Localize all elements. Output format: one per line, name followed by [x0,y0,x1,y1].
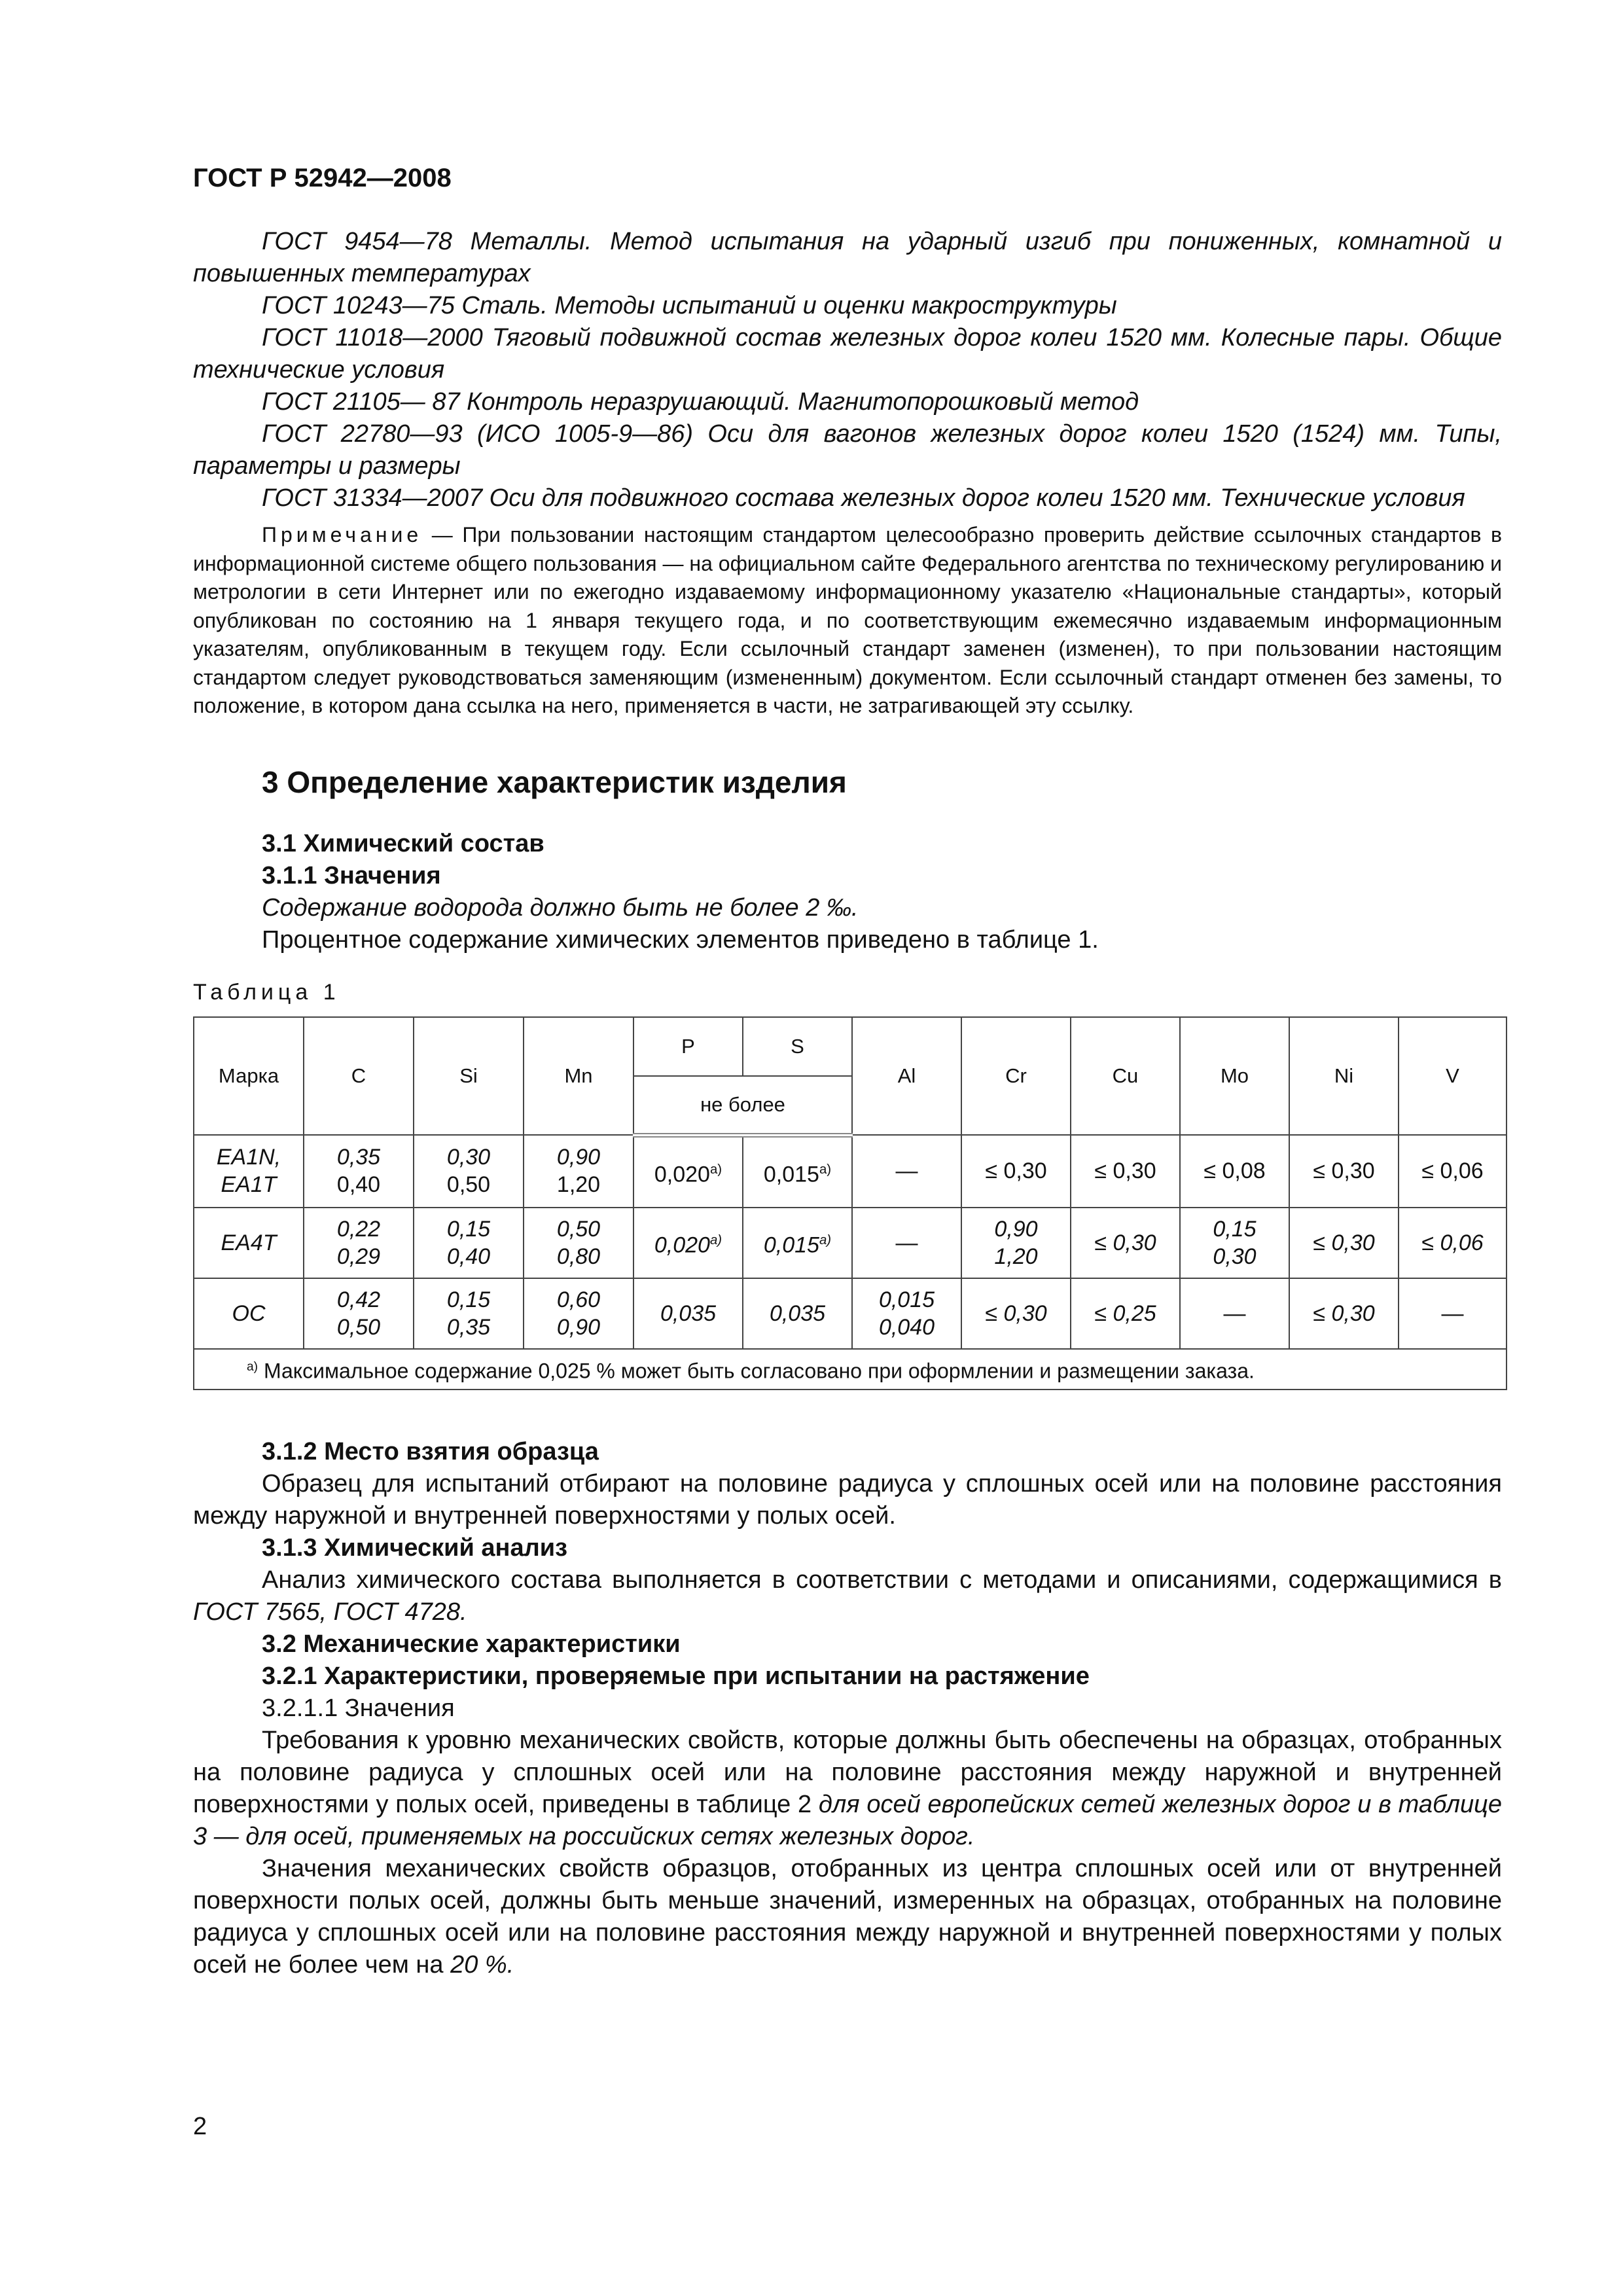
header-mo: Mo [1180,1017,1289,1136]
cell-cu: ≤ 0,25 [1071,1278,1180,1349]
note-label: Примечание [262,523,423,547]
document-body [193,226,1502,1981]
header-cr: Cr [961,1017,1071,1136]
section-3-1-3-title: 3.1.3 Химический анализ [262,1534,567,1562]
cell-mo: — [1180,1278,1289,1349]
cell-mn: 0,60 0,90 [524,1278,633,1349]
cell-v: ≤ 0,06 [1399,1135,1507,1208]
cell-si: 0,30 0,50 [414,1135,524,1208]
section-3-title: 3 Определение характеристик изделия [262,764,847,799]
cell-grade: EA1N, EA1T [194,1135,304,1208]
header-c: C [304,1017,414,1136]
cell-al: — [852,1135,961,1208]
chemical-composition-table [193,1016,1507,1390]
table-footnote: $^{а)}$ Максимальное содержание 0,025 % может быть согласовано при оформлении и размещении заказа. [194,1349,1507,1390]
cell-mo: 0,15 0,30 [1180,1208,1289,1278]
cell-grade: EA4T [194,1208,304,1278]
cell-cr: ≤ 0,30 [961,1278,1071,1349]
cell-ni: ≤ 0,30 [1289,1278,1399,1349]
sampling-location-text: Образец для испытаний отбирают на половине радиуса у сплошных осей или на половине расстояния между наружной и внутренней поверхностями у полых осей. [193,1469,1502,1530]
cell-ni: ≤ 0,30 [1289,1208,1399,1278]
cell-cr: 0,90 1,20 [961,1208,1071,1278]
table-reference-text: Процентное содержание химических элементов приведено в таблице 1. [262,925,1099,954]
reference-item: ГОСТ 11018—2000 Тяговый подвижной состав железных дорог колеи 1520 мм. Колесные пары. Общие технические условия [193,324,1502,384]
header-mn: Mn [524,1017,633,1136]
cell-al: 0,015 0,040 [852,1278,961,1349]
cell-v: — [1399,1278,1507,1349]
cell-al: — [852,1208,961,1278]
section-continuation [193,1436,1502,1981]
cell-c: 0,22 0,29 [304,1208,414,1278]
cell-grade: ОС [194,1278,304,1349]
section-3-1-title: 3.1 Химический состав [262,829,544,857]
cell-si: 0,15 0,35 [414,1278,524,1349]
section-3-1-2-title: 3.1.2 Место взятия образца [262,1437,599,1465]
table-row [194,1278,1507,1349]
cell-s: $0,015^{а)}$ [743,1208,852,1278]
cell-ni: ≤ 0,30 [1289,1135,1399,1208]
section-3-2-1-title: 3.2.1 Характеристики, проверяемые при испытании на растяжение [262,1662,1090,1690]
header-si: Si [414,1017,524,1136]
document-header: ГОСТ Р 52942—2008 [193,164,452,192]
header-al: Al [852,1017,961,1136]
header-p: P [633,1017,743,1076]
cell-si: 0,15 0,40 [414,1208,524,1278]
cell-p: $0,020^{а)}$ [633,1135,743,1208]
hydrogen-content-text: Содержание водорода должно быть не более 2 ‰. [262,893,859,922]
reference-item: ГОСТ 10243—75 Сталь. Методы испытаний и оценки макроструктуры [262,292,1117,319]
cell-c: 0,35 0,40 [304,1135,414,1208]
mechanical-values-text: Значения механических свойств образцов, отобранных из центра сплошных осей или от внутренней поверхности полых осей, должны быть меньше значений, измеренных на образцах, отобранных на половине радиуса у сплошных осей или на половине расстояния между наружной и внутренней поверхностями у полых осей не более чем на 20 %. [193,1854,1502,1979]
table-row [194,1135,1507,1208]
table-footnote-row [194,1349,1507,1390]
cell-mn: 0,50 0,80 [524,1208,633,1278]
header-s: S [743,1017,852,1076]
section-3-1-1-title: 3.1.1 Значения [262,861,441,889]
cell-c: 0,42 0,50 [304,1278,414,1349]
reference-item: ГОСТ 22780—93 (ИСО 1005-9—86) Оси для вагонов железных дорог колеи 1520 (1524) мм. Типы, параметры и размеры [193,420,1502,480]
cell-cu: ≤ 0,30 [1071,1208,1180,1278]
note-text: — При пользовании настоящим стандартом целесообразно проверить действие ссылочных стандартов в информационной системе общего пользования — на официальном сайте Федерального агентства по техническому регулированию и метрологии в сети Интернет или по ежегодно издаваемому информационному указателю «Национальные стандарты», который опубликован по состоянию на 1 января текущего года, и по соответствующим ежемесячно издаваемым информационным указателям, опубликованным в текущем году. Если ссылочный стандарт заменен (изменен), то при пользовании настоящим стандартом следует руководствоваться заменяющим (измененным) документом. Если ссылочный стандарт отменен без замены, то положение, в котором дана ссылка на него, применяется в части, не затрагивающей эту ссылку. [193,523,1502,717]
cell-p: 0,035 [633,1278,743,1349]
header-max: не более [633,1076,852,1136]
header-cu: Cu [1071,1017,1180,1136]
cell-mo: ≤ 0,08 [1180,1135,1289,1208]
note-paragraph [193,521,1502,721]
reference-item: ГОСТ 21105— 87 Контроль неразрушающий. Магнитопорошковый метод [262,388,1139,416]
normative-references [193,226,1502,514]
section-3-2-title: 3.2 Механические характеристики [262,1630,681,1658]
cell-v: ≤ 0,06 [1399,1208,1507,1278]
cell-mn: 0,90 1,20 [524,1135,633,1208]
section-3-2-1-1-title: 3.2.1.1 Значения [262,1694,455,1722]
chemical-analysis-text: Анализ химического состава выполняется в соответствии с методами и описаниями, содержащимися в ГОСТ 7565, ГОСТ 4728. [193,1566,1502,1626]
page-number: 2 [193,2113,207,2140]
table-1-caption: Таблица 1 [193,979,340,1005]
header-grade: Марка [194,1017,304,1136]
reference-item: ГОСТ 9454—78 Металлы. Метод испытания на ударный изгиб при пониженных, комнатной и повышенных температурах [193,228,1502,287]
header-v: V [1399,1017,1507,1136]
cell-p: $0,020^{а)}$ [633,1208,743,1278]
cell-cr: ≤ 0,30 [961,1135,1071,1208]
header-ni: Ni [1289,1017,1399,1136]
mechanical-requirements-text: Требования к уровню механических свойств, которые должны быть обеспечены на образцах, отобранных на половине радиуса у сплошных осей или на половине расстояния между наружной и внутренней поверхностями у полых осей, приведены в таблице 2 для осей европейских сетей железных дорог и в таблице 3 — для осей, применяемых на российских сетях железных дорог. [193,1726,1502,1850]
cell-s: $0,015^{а)}$ [743,1135,852,1208]
cell-s: 0,035 [743,1278,852,1349]
cell-cu: ≤ 0,30 [1071,1135,1180,1208]
table-row [194,1208,1507,1278]
reference-item: ГОСТ 31334—2007 Оси для подвижного состава железных дорог колеи 1520 мм. Технические условия [262,484,1465,512]
